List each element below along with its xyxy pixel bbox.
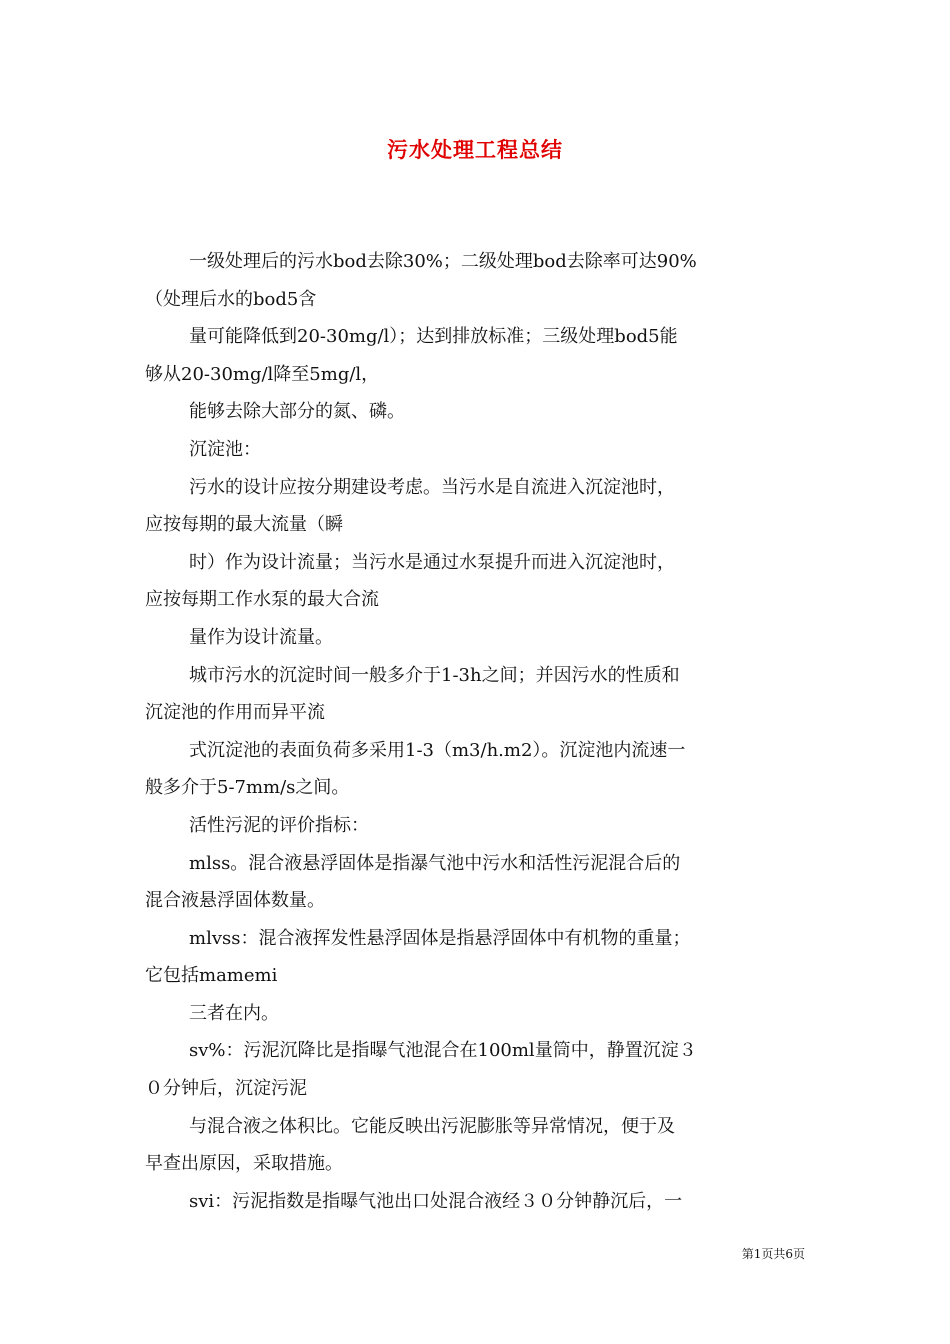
- body-line: 式沉淀池的表面负荷多采用1-3（m3/h.m2）。沉淀池内流速一: [189, 739, 686, 761]
- body-line: ０分钟后，沉淀污泥: [145, 1078, 307, 1100]
- body-line: mlss。混合液悬浮固体是指瀑气池中污水和活性污泥混合后的: [189, 852, 681, 874]
- body-line: 时）作为设计流量；当污水是通过水泵提升而进入沉淀池时，: [189, 551, 675, 573]
- body-line: 般多介于5-7mm/s之间。: [145, 777, 350, 799]
- body-line: 应按每期的最大流量（瞬: [145, 514, 343, 536]
- body-line: 量可能降低到20-30mg/l）；达到排放标准；三级处理bod5能: [189, 326, 678, 348]
- body-line: （处理后水的bod5含: [145, 288, 317, 310]
- document-body: [145, 243, 810, 1220]
- body-line: 沉淀池的作用而异平流: [145, 702, 325, 724]
- section-heading: 活性污泥的评价指标：: [189, 814, 369, 836]
- body-line: 与混合液之体积比。它能反映出污泥膨胀等异常情况，便于及: [189, 1115, 675, 1137]
- body-line: 污水的设计应按分期建设考虑。当污水是自流进入沉淀池时，: [189, 476, 675, 498]
- body-line: 混合液悬浮固体数量。: [145, 890, 325, 912]
- body-line: 一级处理后的污水bod去除30%；二级处理bod去除率可达90%: [189, 251, 697, 272]
- page-number-footer: 第1页共6页: [741, 1247, 805, 1261]
- section-heading: 沉淀池：: [189, 438, 261, 460]
- body-line: 它包括mamemi: [145, 965, 278, 987]
- body-line: svi：污泥指数是指曝气池出口处混合液经３０分钟静沉后，一: [189, 1190, 683, 1212]
- document-title: 污水处理工程总结: [387, 137, 563, 162]
- body-line: sv%：污泥沉降比是指曝气池混合在100ml量筒中，静置沉淀３: [189, 1040, 697, 1062]
- body-line: 够从20-30mg/l降至5mg/l，: [145, 363, 380, 385]
- body-line: 能够去除大部分的氮、磷。: [189, 401, 405, 423]
- body-line: 量作为设计流量。: [189, 626, 333, 648]
- body-line: 三者在内。: [189, 1002, 279, 1024]
- body-line: 早查出原因，采取措施。: [145, 1153, 343, 1175]
- body-line: mlvss：混合液挥发性悬浮固体是指悬浮固体中有机物的重量；: [189, 927, 691, 949]
- body-line: 城市污水的沉淀时间一般多介于1-3h之间；并因污水的性质和: [189, 664, 680, 686]
- body-line: 应按每期工作水泵的最大合流: [145, 589, 379, 611]
